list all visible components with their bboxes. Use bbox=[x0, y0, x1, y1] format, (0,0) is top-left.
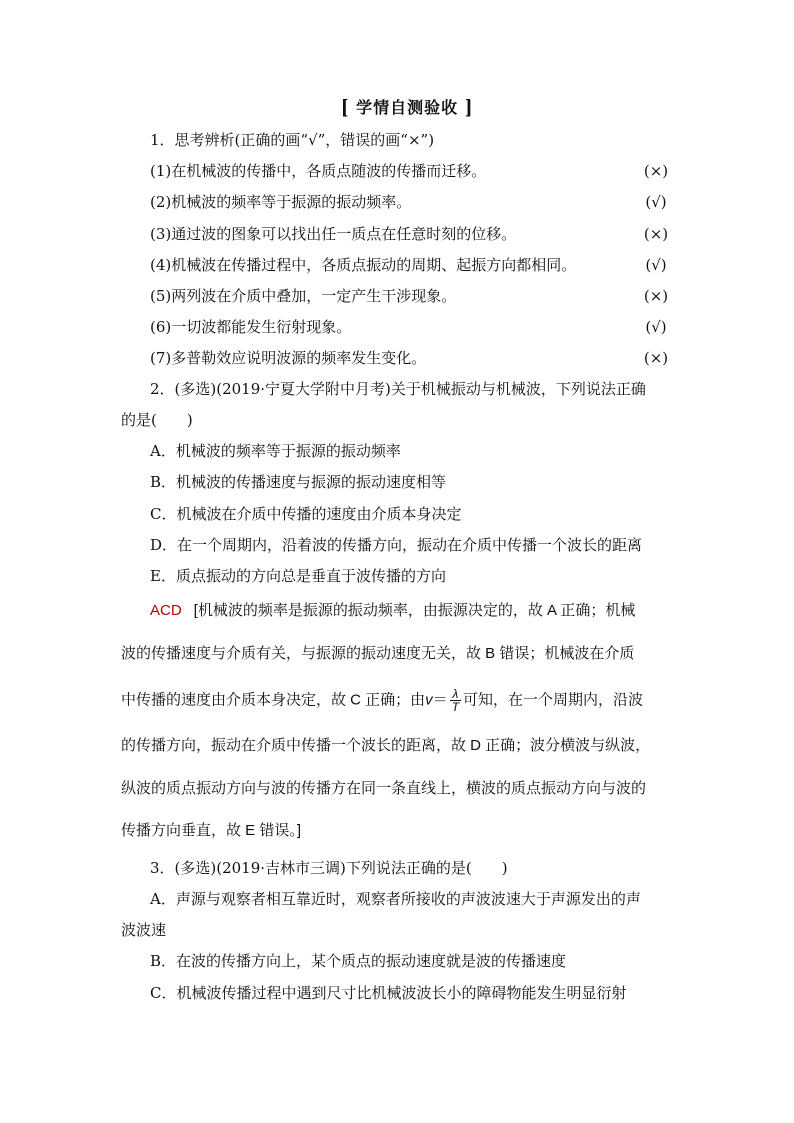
q1-item-3-mark: (×) bbox=[643, 225, 669, 243]
section-title-text: 学情自测验收 bbox=[356, 98, 459, 117]
q1-item-2-mark: (√) bbox=[645, 193, 667, 211]
fraction-numerator: λ bbox=[450, 688, 461, 701]
q1-item-6-mark: (√) bbox=[645, 318, 667, 336]
lambda-over-t-fraction bbox=[450, 688, 461, 713]
q3-stem: 3．(多选)(2019·吉林市三调)下列说法正确的是( ) bbox=[150, 859, 508, 877]
q2-option-d: D．在一个周期内，沿着波的传播方向，振动在介质中传播一个波长的距离 bbox=[150, 536, 643, 554]
q1-item-6: (6)一切波都能发生衍射现象。 bbox=[150, 318, 352, 336]
q3-option-b: B．在波的传播方向上，某个质点的振动速度就是波的传播速度 bbox=[150, 952, 567, 970]
q2-option-b: B．机械波的传播速度与振源的振动速度相等 bbox=[150, 473, 447, 491]
q1-item-4-mark: (√) bbox=[645, 256, 667, 274]
q2-answer-label: ACD bbox=[150, 602, 182, 619]
q1-item-4: (4)机械波在传播过程中，各质点振动的周期、起振方向都相同。 bbox=[150, 256, 577, 274]
q1-item-7: (7)多普勒效应说明波源的频率发生变化。 bbox=[150, 349, 427, 367]
q1-item-1: (1)在机械波的传播中，各质点随波的传播而迁移。 bbox=[150, 162, 487, 180]
q2-option-c: C．机械波在介质中传播的速度由介质本身决定 bbox=[150, 505, 462, 523]
q1-item-5-mark: (×) bbox=[643, 287, 669, 305]
q2-stem-line-2: 的是( ) bbox=[121, 411, 193, 429]
q2-explanation-line-2: 波的传播速度与介质有关，与振源的振动速度无关，故 B 错误；机械波在介质 bbox=[121, 645, 635, 662]
velocity-symbol: v bbox=[425, 691, 433, 709]
left-bracket-icon: [ bbox=[341, 96, 350, 119]
q1-stem: 1．思考辨析(正确的画“√”，错误的画“×”) bbox=[150, 131, 435, 149]
q3-option-a-line-2: 波波速 bbox=[121, 921, 167, 939]
section-title bbox=[341, 98, 473, 118]
q3-option-a-line-1: A．声源与观察者相互靠近时，观察者所接收的声波波速大于声源发出的声 bbox=[150, 890, 641, 908]
fraction-denominator: T bbox=[451, 700, 460, 714]
q2-explanation-text-3b: 可知，在一个周期内，沿波 bbox=[463, 691, 644, 709]
q2-stem-line-1: 2．(多选)(2019·宁夏大学附中月考)关于机械振动与机械波，下列说法正确 bbox=[150, 380, 646, 398]
equals-sign: ＝ bbox=[432, 691, 448, 709]
q2-explanation-line-1 bbox=[150, 601, 635, 621]
q1-item-1-mark: (×) bbox=[643, 162, 669, 180]
q2-explanation-text-3a: 中传播的速度由介质本身决定，故 C 正确；由 bbox=[121, 691, 426, 709]
q1-item-5: (5)两列波在介质中叠加，一定产生干涉现象。 bbox=[150, 287, 457, 305]
q2-explanation-text-1: [机械波的频率是振源的振动频率，由振源决定的，故 A 正确；机械 bbox=[193, 602, 636, 619]
q2-explanation-line-4: 的传播方向，振动在介质中传播一个波长的距离，故 D 正确；波分横波与纵波， bbox=[121, 737, 651, 754]
q1-item-7-mark: (×) bbox=[643, 349, 669, 367]
q3-option-c: C．机械波传播过程中遇到尺寸比机械波波长小的障碍物能发生明显衍射 bbox=[150, 984, 627, 1002]
q2-explanation-line-6: 传播方向垂直，故 E 错误。] bbox=[121, 822, 302, 839]
q1-item-3: (3)通过波的图象可以找出任一质点在任意时刻的位移。 bbox=[150, 225, 517, 243]
q2-option-e: E．质点振动的方向总是垂直于波传播的方向 bbox=[150, 567, 446, 585]
q1-item-2: (2)机械波的频率等于振源的振动频率。 bbox=[150, 193, 412, 211]
q2-explanation-line-3 bbox=[121, 688, 643, 713]
q2-option-a: A．机械波的频率等于振源的振动频率 bbox=[150, 442, 401, 460]
right-bracket-icon: ] bbox=[464, 96, 474, 119]
q2-explanation-line-5: 纵波的质点振动方向与波的传播方在同一条直线上，横波的质点振动方向与波的 bbox=[121, 780, 647, 797]
